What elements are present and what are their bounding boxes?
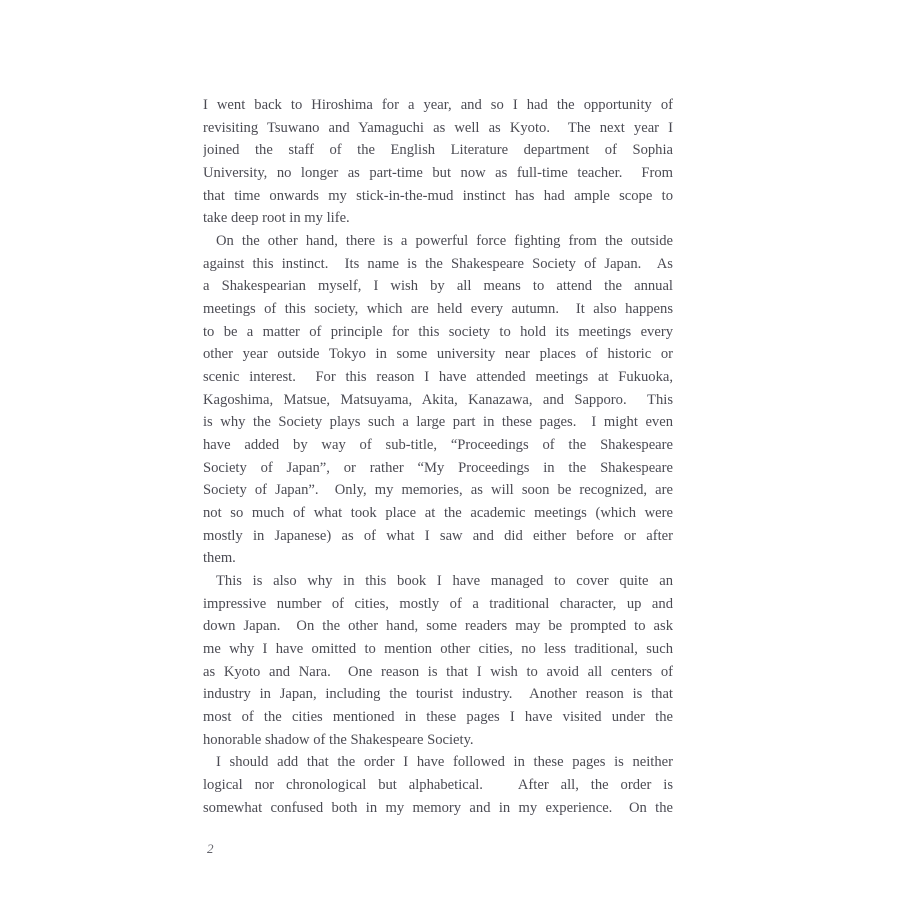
text-line: other year outside Tokyo in some university near places of historic or xyxy=(203,346,673,363)
text-line: is why the Society plays such a large part in these pages. I might even xyxy=(203,414,673,431)
text-line: as Kyoto and Nara. One reason is that I wish to avoid all centers of xyxy=(203,663,673,680)
text-line: honorable shadow of the Shakespeare Society. xyxy=(203,731,474,748)
text-line: have added by way of sub-title, “Proceedings of the Shakespeare xyxy=(203,437,673,454)
text-line: mostly in Japanese) as of what I saw and did either before or after xyxy=(203,527,673,544)
text-line: not so much of what took place at the academic meetings (which were xyxy=(203,505,673,522)
text-line: industry in Japan, including the tourist industry. Another reason is that xyxy=(203,686,673,703)
text-line: most of the cities mentioned in these pages I have visited under the xyxy=(203,709,673,726)
text-line: logical nor chronological but alphabetical. After all, the order is xyxy=(203,777,673,794)
text-line: me why I have omitted to mention other cities, no less traditional, such xyxy=(203,641,673,658)
text-line: Kagoshima, Matsue, Matsuyama, Akita, Kanazawa, and Sapporo. This xyxy=(203,391,673,408)
text-line: to be a matter of principle for this society to hold its meetings every xyxy=(203,323,673,340)
text-line: down Japan. On the other hand, some readers may be prompted to ask xyxy=(203,618,673,635)
text-line: meetings of this society, which are held every autumn. It also happens xyxy=(203,301,673,318)
text-line: I should add that the order I have followed in these pages is neither xyxy=(216,754,673,771)
text-line: impressive number of cities, mostly of a traditional character, up and xyxy=(203,595,673,612)
text-line: revisiting Tsuwano and Yamaguchi as well as Kyoto. The next year I xyxy=(203,119,673,136)
text-line: that time onwards my stick-in-the-mud instinct has had ample scope to xyxy=(203,187,673,204)
text-line: This is also why in this book I have managed to cover quite an xyxy=(216,573,673,590)
text-line: them. xyxy=(203,550,236,567)
text-line: Society of Japan”, or rather “My Proceedings in the Shakespeare xyxy=(203,459,673,476)
text-line: On the other hand, there is a powerful force fighting from the outside xyxy=(216,233,673,250)
text-line: scenic interest. For this reason I have attended meetings at Fukuoka, xyxy=(203,369,673,386)
text-line: University, no longer as part-time but now as full-time teacher. From xyxy=(203,165,673,182)
text-line: against this instinct. Its name is the Shakespeare Society of Japan. As xyxy=(203,255,673,272)
text-line: Society of Japan”. Only, my memories, as will soon be recognized, are xyxy=(203,482,673,499)
text-line: somewhat confused both in my memory and in my experience. On the xyxy=(203,799,673,816)
body-text xyxy=(203,94,673,820)
text-line: I went back to Hiroshima for a year, and so I had the opportunity of xyxy=(203,97,673,113)
page-number: 2 xyxy=(207,841,214,856)
text-line: take deep root in my life. xyxy=(203,210,350,227)
text-line: a Shakespearian myself, I wish by all means to attend the annual xyxy=(203,278,673,295)
text-line: joined the staff of the English Literature department of Sophia xyxy=(203,142,673,159)
